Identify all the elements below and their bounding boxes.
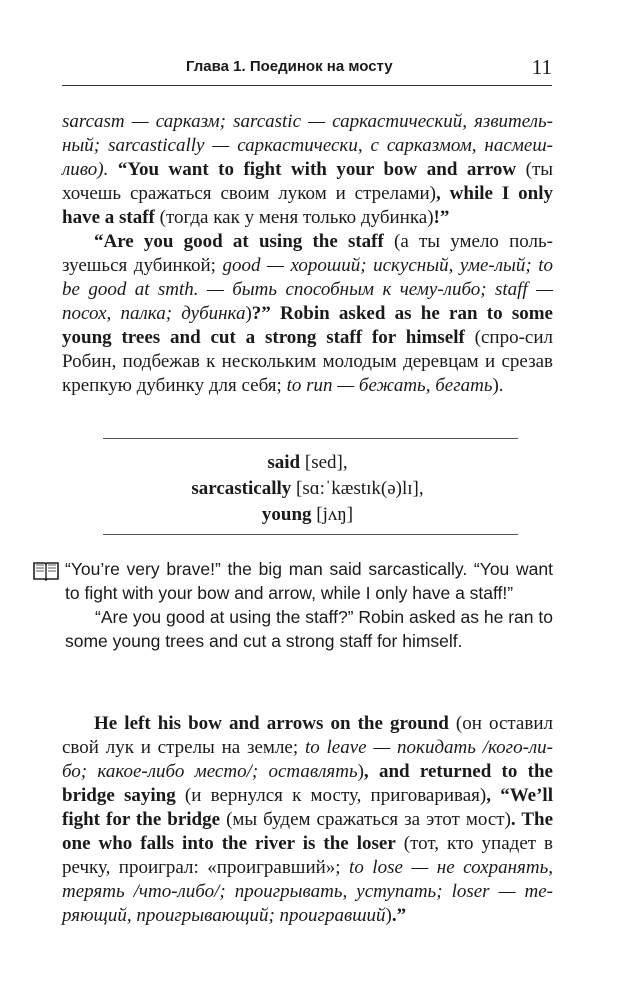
- english-fragment: He left his bow and arrows on the ground: [94, 713, 449, 734]
- translation: (спро-сил Робин, подбежав к нескольким молодым деревцам и срезав крепкую дубинку для себя;: [62, 327, 553, 396]
- english-fragment: .”: [391, 905, 407, 926]
- open-book-icon: [32, 560, 60, 582]
- english-text-block: [65, 557, 553, 653]
- translation: (тогда как у меня только дубинка): [159, 207, 434, 228]
- translation: (а ты умело поль-зуешься дубинкой;: [62, 231, 553, 276]
- english-fragment: “You want to fight with your bow and arrow: [117, 159, 517, 180]
- translation: (мы будем сражаться за этот мост): [226, 809, 511, 830]
- english-fragment: . The one who falls into the river is the loser: [62, 809, 554, 854]
- punctuation: ): [385, 905, 392, 926]
- translation: (тот, кто упадет в речку, проиграл: «проигравший»;: [62, 833, 554, 878]
- transcription-ipa: [jʌŋ]: [316, 504, 354, 525]
- transcription-word: said: [267, 452, 301, 473]
- translation: (ты хочешь сражаться своим луком и стрелами): [62, 159, 554, 204]
- english-paragraph: “Are you good at using the staff?” Robin asked as he ran to some young trees and cut a strong staff for himself.: [65, 607, 553, 651]
- transcription-line: [62, 502, 553, 528]
- punctuation: ).: [492, 375, 504, 396]
- running-header: [62, 55, 552, 86]
- transcription-box: [62, 450, 553, 528]
- transcription-ipa: [sed],: [304, 452, 348, 473]
- translation: (и вернулся к мосту, приговаривая): [184, 785, 487, 806]
- transcription-line: [62, 450, 553, 476]
- english-fragment: “Are you good at using the staff: [94, 231, 384, 252]
- vocab-note: good — хороший; искусный, уме-лый; to be good at smth. — быть способным к чему-либо; staff — посох, палка; дубинка: [62, 255, 554, 324]
- chapter-title: Глава 1. Поединок на мосту: [186, 58, 393, 75]
- english-paragraph: “You’re very brave!” the big man said sarcastically. “You want to fight with your bow and arrow, while I only have a staff!”: [65, 559, 553, 603]
- punctuation: ): [245, 303, 252, 324]
- paragraph-2: [62, 230, 553, 398]
- divider-top: [103, 438, 518, 439]
- vocab-note: to run — бежать, бегать: [286, 375, 493, 396]
- translation: (он оставил свой лук и стрелы на земле;: [62, 713, 553, 758]
- english-fragment: , while I only have a staff: [62, 183, 553, 228]
- vocab-note: sarcasm — сарказм; sarcastic — саркастический, язвитель-ный; sarcastically — саркастически, с сарказмом, насмеш-ливо).: [62, 111, 553, 180]
- transcription-word: young: [261, 504, 312, 525]
- transcription-word: sarcastically: [191, 478, 292, 499]
- english-fragment: !”: [433, 207, 450, 228]
- vocab-note: to leave — покидать /кого-ли-бо; какое-либо место/; оставлять: [62, 737, 554, 782]
- transcription-line: [62, 476, 553, 502]
- english-fragment: ?” Robin asked as he ran to some young trees and cut a strong staff for himself: [62, 303, 553, 348]
- english-fragment: , “We’ll fight for the bridge: [62, 785, 553, 830]
- english-fragment: , and returned to the bridge saying: [62, 761, 553, 806]
- vocab-note: to lose — не сохранять, терять /что-либо/; проигрывать, уступать; loser — те-ряющий, проигрывающий; проигравший: [62, 857, 554, 926]
- paragraph-3: [62, 712, 553, 928]
- transcription-ipa: [sɑ:ˈkæstɪk(ə)lɪ],: [296, 478, 424, 499]
- paragraph-1: [62, 110, 553, 230]
- page-number: 11: [531, 55, 552, 79]
- punctuation: ): [357, 761, 364, 782]
- divider-bottom: [103, 534, 518, 535]
